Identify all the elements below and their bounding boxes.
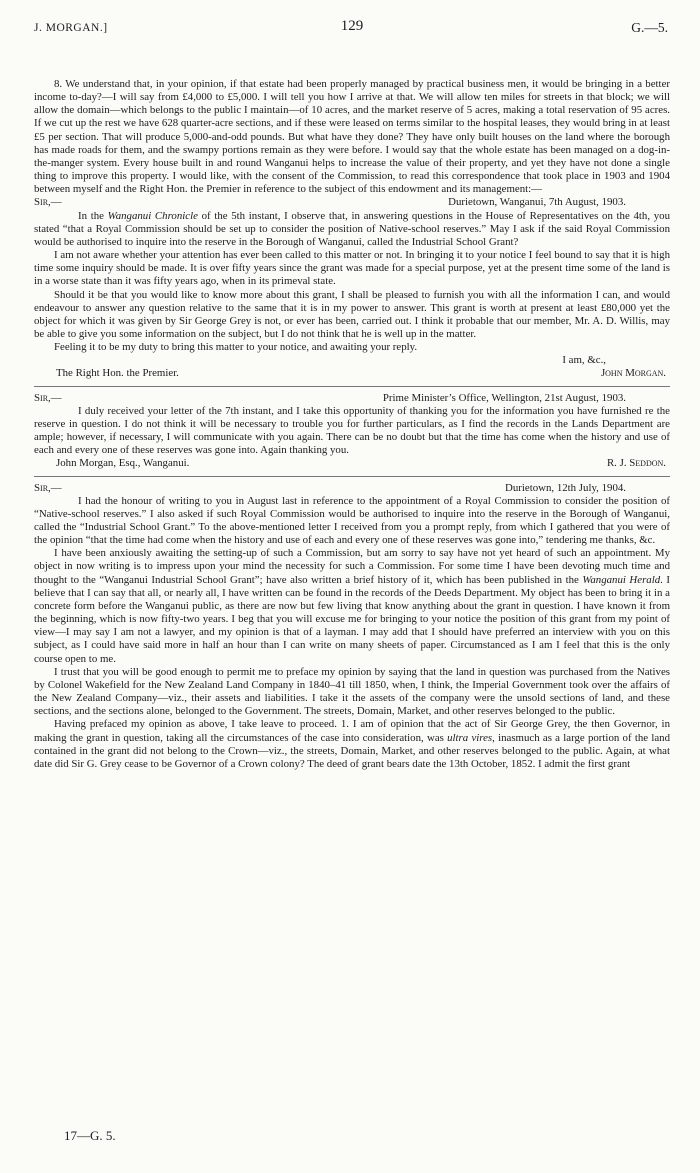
header-author: J. MORGAN.]	[34, 22, 108, 34]
letter-2-salutation: Sir,—	[34, 391, 62, 404]
header-paper-ref: G.—5.	[631, 20, 668, 35]
letter-1-signoff	[34, 367, 670, 380]
letter-1-signature: John Morgan.	[600, 367, 666, 380]
letter-1-paragraph-2: I am not aware whether your attention has ever been called to this matter or not. In bringing it to your notice I feel bound to say that it is high time some inquiry should be made. It is over fifty years since the grant was made for a special purpose, yet at the present time some of the land is in a worse state than it was fifty years ago, when in its primeval state.	[34, 249, 670, 288]
newspaper-title: Wanganui Chronicle	[107, 209, 198, 222]
letter-1-salutation: Sir,—	[34, 196, 62, 209]
letter-1-closing: I am, &c.,	[562, 354, 606, 367]
divider	[34, 476, 670, 477]
letter-2-paragraph-1: I duly received your letter of the 7th instant, and I take this opportunity of thanking you for the information you have furnished re the reserve in question. I do not think it will be necessary to trouble you for further particulars, as I find the records in the Lands Department are ample; however, if necessary, I will communicate with you again. There can be no doubt but that the time has come when the history and use of each and every one of these reserves was gone into. Again thanking you.	[34, 404, 670, 457]
letter-1-paragraph-1: In the Wanganui Chronicle of the 5th instant, I observe that, in answering questions in the House of Representatives on the 4th, you stated “that a Royal Commission should be set up to consider the position of Native-school reserves.” May I ask if the said Royal Commission would be authorised to inquire into the reserve in the Borough of Wanganui, called the Industrial School Grant?	[34, 209, 671, 248]
letter-3-paragraph-3: I trust that you will be good enough to permit me to preface my opinion by saying that the land in question was purchased from the Natives by Colonel Wakefield for the New Zealand Land Company in 1840–41 till 1850, when, I think, the Imperial Government took over the affairs of the New Zealand Company—viz., their assets and liabilities. I take it the assets of the company were the unsold sections of land, and these sections, and the sections alone, belonged to the Government. The streets, Domain, Market, and other reserves belonged to the public.	[34, 665, 670, 718]
letter-2-heading	[34, 392, 670, 405]
letter-3-paragraph-1: I had the honour of writing to you in August last in reference to the appointment of a Royal Commission to consider the position of “Native-school reserves.” I also asked if such Royal Commission would be authorised to inquire into the reserve in the Borough of Wanganui, called the “Industrial School Grant.” To the above-mentioned letter I received from you a prompt reply, from which I gathered that you were of the opinion “that the time had come when the history and use of each and every one of these reserves was gone into,” tendering me thanks, &c.	[34, 494, 670, 547]
body-text	[34, 78, 670, 771]
letter-2-addressee: John Morgan, Esq., Wanganui.	[56, 457, 190, 470]
letter-3	[34, 482, 670, 771]
divider	[34, 386, 670, 387]
letter-1-paragraph-3: Should it be that you would like to know more about this grant, I shall be pleased to furnish you with all the information I can, and would endeavour to answer any question relative to the same that it is in my power to answer. This grant is worth at present at least £80,000 yet the object for which it was given by Sir George Grey is not, or ever has been, carried out. I think it probable that our member, Mr. A. D. Willis, may be able to give you some information on the subject, but I do not think that he is well up in the matter.	[34, 288, 670, 340]
letter-2-signature: R. J. Seddon.	[606, 457, 666, 470]
letter-3-paragraph-2: I have been anxiously awaiting the setting-up of such a Commission, but am sorry to say have not yet heard of such an appointment. My object in now writing is to impress upon your mind the necessity for such a Commission. For some time I have been devoting much time and thought to the “Wanganui Industrial School Grant”; have also written a brief history of it, which has been published in the Wanganui Herald. I believe that I can say that all, or nearly all, I have written can be found in the records of the Deeds Department. My object has been to bring it in a concrete form before the Wanganui public, as there are now but few living that know anything about the grant in question. I have known it from the beginning, which is now fifty-two years. I beg that you will excuse me for bringing to your notice the position of this grant from my point of view—I may say I am not a lawyer, and my opinion is that of a layman. I may add that I should have preferred an interview with you on this subject, as I could have said more in half an hour than I can write on many sheets of paper. Circumstanced as I am I feel that this is the only course open to me.	[34, 547, 670, 665]
letter-2	[34, 392, 670, 471]
letter-1-heading	[34, 196, 670, 209]
header-page-number: 129	[340, 18, 364, 34]
letter-1-place-date: Durietown, Wanganui, 7th August, 1903.	[448, 196, 626, 209]
newspaper-title: Wanganui Herald	[582, 573, 661, 586]
letter-3-heading	[34, 482, 670, 495]
letter-1	[34, 196, 670, 380]
paragraph-8: 8. We understand that, in your opinion, if that estate had been properly managed by practical business men, it would be bringing in a better income to-day?—I will say from £4,000 to £5,000. I will tell you how I arrive at that. We will allow ten miles for streets in that block; we will allow the domain—which belongs to the public I maintain—of 10 acres, and the market reserve of 5 acres, making a total reservation of 95 acres. If we cut up the rest we have 628 quarter-acre sections, and if these were leased on terms similar to the hospital leases, they would bring in at least £5 per section. That will produce 5,000-and-odd pounds. But what have they done? They have only built houses on the land where the borough has made roads for them, and the swampy portions remain as they were before. I would say that the whole estate has been managed on a dog-in-the-manger system. Every house built in and round Wanganui helps to increase the value of their property, and yet they have not done a single thing to improve this property. I would like, with the consent of the Commission, to read this correspondence that took place in 1903 and 1904 between myself and the Right Hon. the Premier in reference to the subject of this endowment and its management:—	[34, 78, 670, 196]
letter-2-place-date: Prime Minister’s Office, Wellington, 21st August, 1903.	[382, 391, 626, 404]
running-header	[34, 18, 670, 40]
letter-1-paragraph-4: Feeling it to be my duty to bring this matter to your notice, and awaiting your reply.	[54, 341, 418, 354]
letter-3-paragraph-4: Having prefaced my opinion as above, I take leave to proceed. 1. I am of opinion that the act of Sir George Grey, the then Governor, in making the grant in question, taking all the circumstances of the case into consideration, was ultra vires, inasmuch as a large portion of the land contained in the grant did not belong to the Crown—viz., the streets, Domain, Market, and other reserves belonged to the public. Again, at what date did Sir G. Grey cease to be Governor of a Crown colony? The deed of grant bears date the 13th October, 1852. I admit the first grant	[34, 718, 670, 770]
latin-term: ultra vires	[447, 731, 493, 744]
signature-mark: 17—G. 5.	[64, 1128, 116, 1143]
letter-3-salutation: Sir,—	[34, 481, 62, 494]
page	[34, 18, 670, 771]
letter-1-addressee: The Right Hon. the Premier.	[56, 367, 179, 380]
letter-3-place-date: Durietown, 12th July, 1904.	[505, 481, 626, 494]
letter-2-signoff	[34, 457, 670, 470]
